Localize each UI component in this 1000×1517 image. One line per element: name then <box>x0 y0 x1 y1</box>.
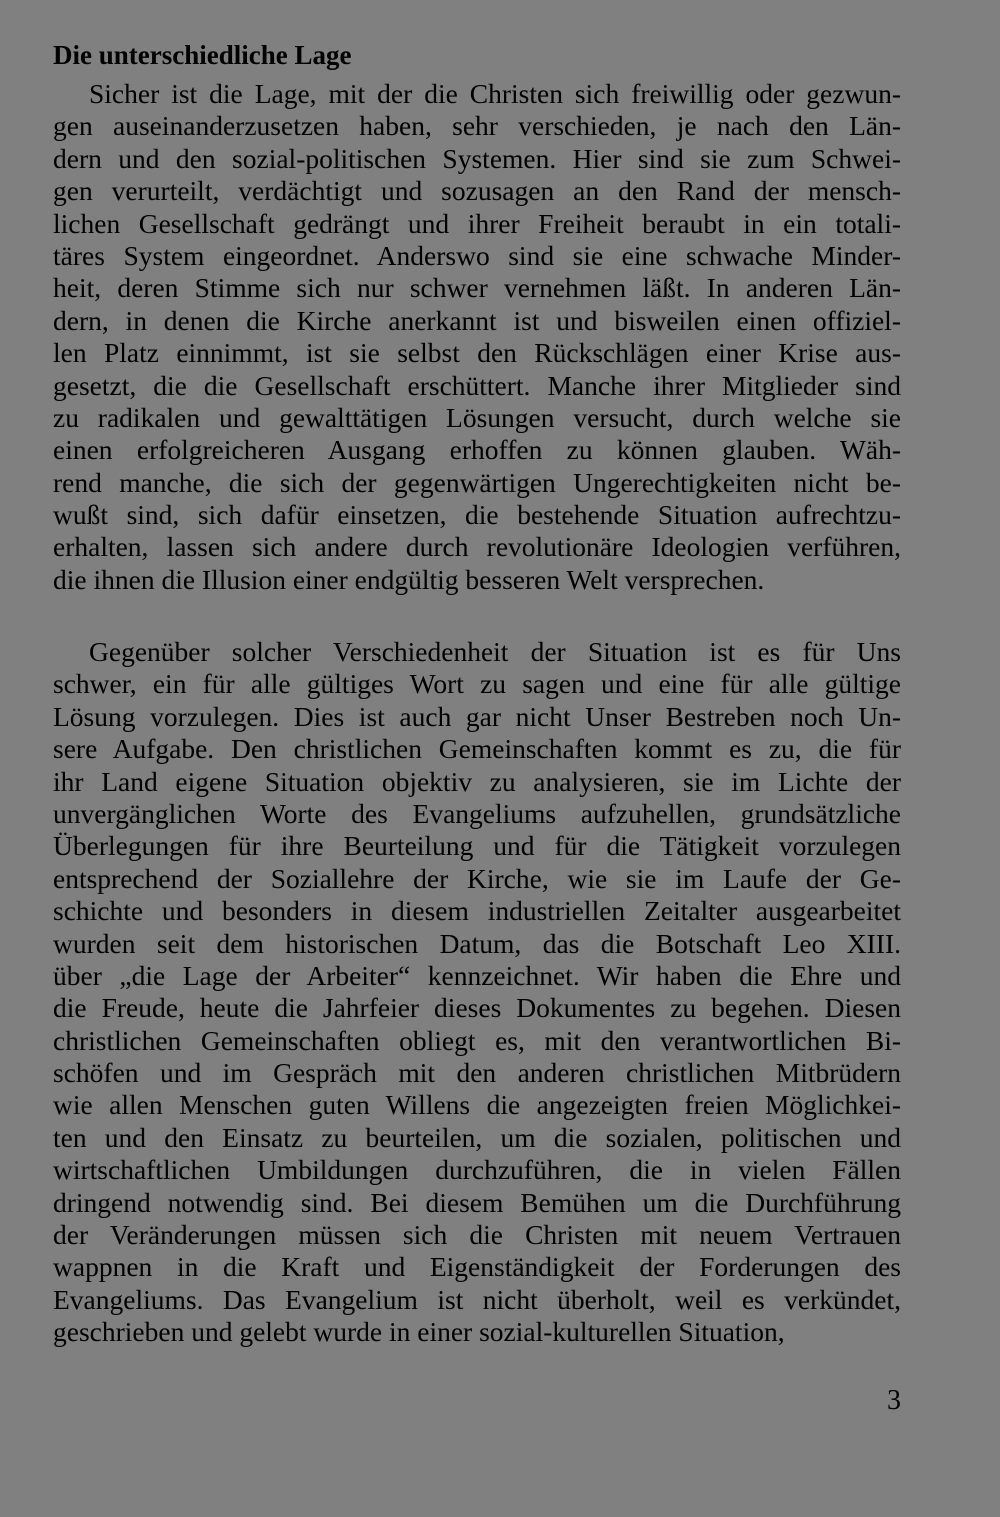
text-line: Überlegungen für ihre Beurteilung und für die Tätigkeit vorzulegen <box>53 830 901 862</box>
text-line: wie allen Menschen guten Willens die angezeigten freien Möglichkei- <box>53 1089 901 1121</box>
text-line: sere Aufgabe. Den christlichen Gemeinschaften kommt es zu, die für <box>53 733 901 765</box>
text-line: die Freude, heute die Jahrfeier dieses Dokumentes zu begehen. Diesen <box>53 992 901 1024</box>
text-line: dern und den sozial-politischen Systemen. Hier sind sie zum Schwei- <box>53 142 901 174</box>
text-line: gesetzt, die die Gesellschaft erschüttert. Manche ihrer Mitglieder sind <box>53 369 901 401</box>
text-line: die ihnen die Illusion einer endgültig besseren Welt versprechen. <box>53 563 765 595</box>
text-line: gen verurteilt, verdächtigt und sozusagen an den Rand der mensch- <box>53 175 901 207</box>
text-line: einen erfolgreicheren Ausgang erhoffen zu können glauben. Wäh- <box>53 434 901 466</box>
text-line: christlichen Gemeinschaften obliegt es, mit den verantwortlichen Bi- <box>53 1024 901 1056</box>
text-line: Gegenüber solcher Verschiedenheit der Situation ist es für Uns <box>89 636 901 667</box>
text-line: Evangeliums. Das Evangelium ist nicht überholt, weil es verkündet, <box>53 1283 901 1315</box>
section-heading: Die unterschiedliche Lage <box>53 40 352 70</box>
text-line: Lösung vorzulegen. Dies ist auch gar nicht Unser Bestreben noch Un- <box>53 700 901 732</box>
text-line: erhalten, lassen sich andere durch revolutionäre Ideologien verführen, <box>53 531 901 563</box>
paragraph-1 <box>53 78 901 596</box>
text-line: über „die Lage der Arbeiter“ kennzeichnet. Wir haben die Ehre und <box>53 959 901 991</box>
text-line: unvergänglichen Worte des Evangeliums aufzuhellen, grundsätzliche <box>53 797 901 829</box>
text-line: gen auseinanderzusetzen haben, sehr verschieden, je nach den Län- <box>53 110 901 142</box>
text-line: zu radikalen und gewalttätigen Lösungen versucht, durch welche sie <box>53 401 901 433</box>
text-line: heit, deren Stimme sich nur schwer vernehmen läßt. In anderen Län- <box>53 272 901 304</box>
text-line: wurden seit dem historischen Datum, das die Botschaft Leo XIII. <box>53 927 901 959</box>
text-line: lichen Gesellschaft gedrängt und ihrer Freiheit beraubt in ein totali- <box>53 207 901 239</box>
text-line: dringend notwendig sind. Bei diesem Bemühen um die Durchführung <box>53 1186 901 1218</box>
text-line: rend manche, die sich der gegenwärtigen Ungerechtigkeiten nicht be- <box>53 466 901 498</box>
text-line: täres System eingeordnet. Anderswo sind sie eine schwache Minder- <box>53 239 901 271</box>
page-number: 3 <box>887 1385 901 1416</box>
text-line: wappnen in die Kraft und Eigenständigkeit der Forderungen des <box>53 1251 901 1283</box>
text-line: dern, in denen die Kirche anerkannt ist und bisweilen einen offiziel- <box>53 304 901 336</box>
text-line: Sicher ist die Lage, mit der die Christen sich freiwillig oder gezwun- <box>89 78 901 109</box>
text-line: schichte und besonders in diesem industriellen Zeitalter ausgearbeitet <box>53 895 901 927</box>
text-line: wußt sind, sich dafür einsetzen, die bestehende Situation aufrechtzu- <box>53 499 901 531</box>
text-line: der Veränderungen müssen sich die Christen mit neuem Vertrauen <box>53 1219 901 1251</box>
text-line: entsprechend der Soziallehre der Kirche, wie sie im Laufe der Ge- <box>53 862 901 894</box>
text-line: ten und den Einsatz zu beurteilen, um die sozialen, politischen und <box>53 1121 901 1153</box>
text-line: len Platz einnimmt, ist sie selbst den Rückschlägen einer Krise aus- <box>53 337 901 369</box>
text-line: geschrieben und gelebt wurde in einer sozial-kulturellen Situation, <box>53 1316 785 1348</box>
text-line: schöfen und im Gespräch mit den anderen christlichen Mitbrüdern <box>53 1057 901 1089</box>
text-line: ihr Land eigene Situation objektiv zu analysieren, sie im Lichte der <box>53 765 901 797</box>
paragraph-2 <box>53 636 901 1349</box>
text-line: wirtschaftlichen Umbildungen durchzuführen, die in vielen Fällen <box>53 1154 901 1186</box>
text-line: schwer, ein für alle gültiges Wort zu sagen und eine für alle gültige <box>53 668 901 700</box>
